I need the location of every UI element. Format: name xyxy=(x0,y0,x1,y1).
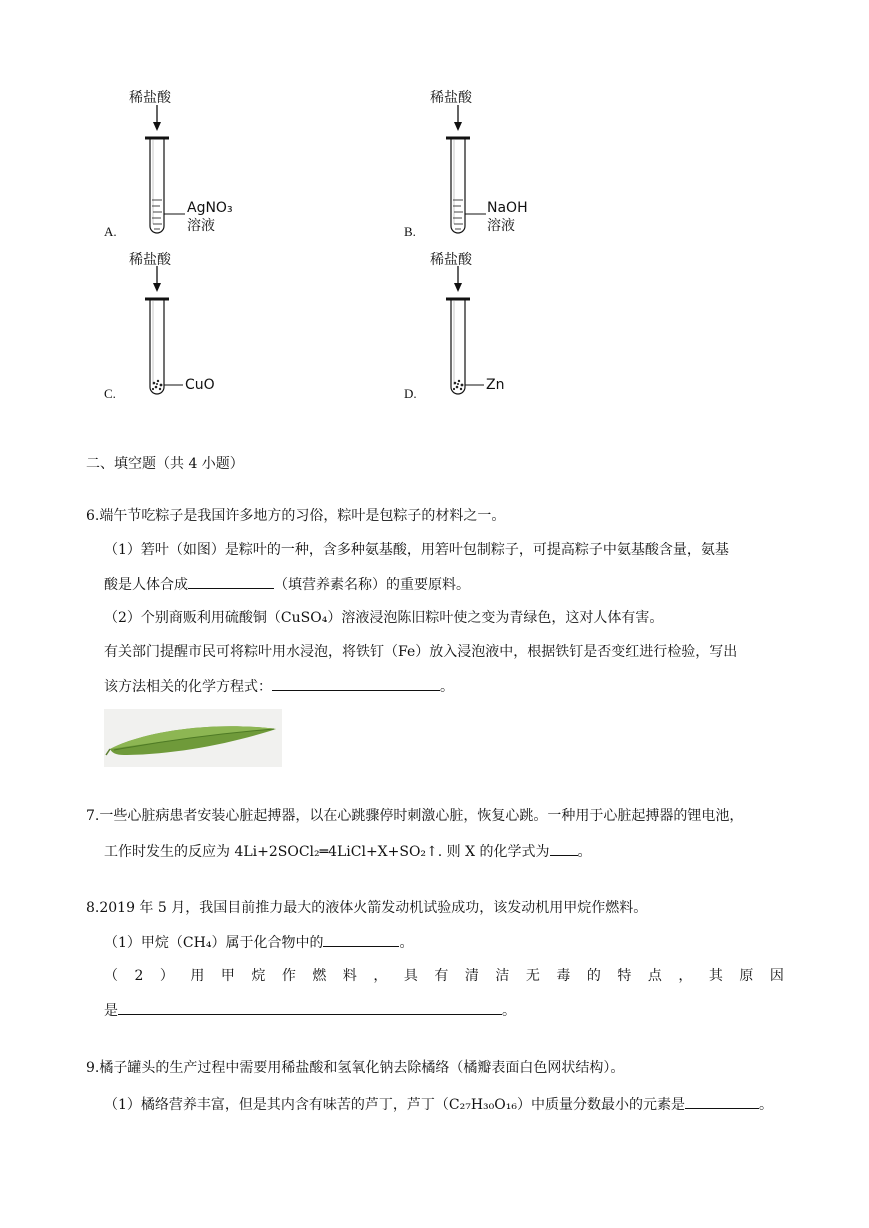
q8-word: （ xyxy=(104,968,118,984)
q9-blank-1[interactable] xyxy=(685,1094,759,1109)
tube-b xyxy=(446,105,486,233)
q6-part2-line2: 有关部门提醒市民可将粽叶用水浸泡，将铁钉（Fe）放入浸泡液中，根据铁钉是否变红进行检验，写出 xyxy=(104,644,738,660)
q9-part1-pre: （1）橘络营养丰富，但是其内含有味苦的芦丁，芦丁（C₂₇H₃₀O₁₆）中质量分数最小的元素是 xyxy=(104,1097,685,1113)
tube-a xyxy=(145,105,185,233)
q8-word: 原 xyxy=(739,968,754,984)
q6-blank-2[interactable] xyxy=(272,676,440,691)
q8-word: 烷 xyxy=(251,968,266,984)
option-a-side-reagent-2: 溶液 xyxy=(187,218,215,234)
q8-word: 因 xyxy=(769,968,784,984)
option-d-letter: D. xyxy=(404,386,417,401)
option-a-side-reagent: AgNO₃ xyxy=(187,200,233,216)
q8-word: 用 xyxy=(190,968,205,984)
q7-blank[interactable] xyxy=(550,841,578,856)
q8-stem: 8.2019 年 5 月，我国目前推力最大的液体火箭发动机试验成功，该发动机用甲烷作燃料。 xyxy=(86,900,648,916)
q8-word: 点 xyxy=(647,968,662,984)
q8-word: 特 xyxy=(617,968,632,984)
q8-word: 清 xyxy=(464,968,479,984)
q8-word: 的 xyxy=(586,968,601,984)
q9-part1 xyxy=(104,1094,773,1115)
option-c-side-reagent: CuO xyxy=(185,377,215,393)
q6-part2-line3 xyxy=(104,676,454,697)
q8-word: ， xyxy=(373,968,388,984)
q8-word: ） xyxy=(159,968,174,984)
q8-part2-post: 。 xyxy=(502,1003,516,1019)
q6-stem: 6.端午节吃粽子是我国许多地方的习俗，粽叶是包粽子的材料之一。 xyxy=(86,508,506,524)
option-d-side-reagent: Zn xyxy=(486,377,505,393)
q6-part2-line1: （2）个别商贩利用硫酸铜（CuSO₄）溶液浸泡陈旧粽叶使之变为青绿色，这对人体有害。 xyxy=(104,610,664,626)
q6-part1-pre: 酸是人体合成 xyxy=(104,577,188,593)
option-b-side-reagent: NaOH xyxy=(487,200,528,216)
q8-word: 无 xyxy=(525,968,540,984)
q8-word: 毒 xyxy=(556,968,571,984)
q8-blank-1[interactable] xyxy=(323,932,399,947)
option-a-top-reagent: 稀盐酸 xyxy=(129,90,171,106)
q6-part2-post: 。 xyxy=(440,679,454,695)
q8-word: 2 xyxy=(134,968,144,984)
q8-part1 xyxy=(104,932,413,953)
q8-blank-2[interactable] xyxy=(118,1000,502,1015)
q7-line2 xyxy=(104,841,592,862)
q9-stem: 9.橘子罐头的生产过程中需要用稀盐酸和氢氧化钠去除橘络（橘瓣表面白色网状结构）。 xyxy=(86,1060,625,1076)
q6-blank-1[interactable] xyxy=(188,574,274,589)
q8-word: ， xyxy=(678,968,693,984)
q8-word: 具 xyxy=(403,968,418,984)
option-b-side-reagent-2: 溶液 xyxy=(487,218,515,234)
q8-word: 燃 xyxy=(312,968,327,984)
option-b-top-reagent: 稀盐酸 xyxy=(430,90,472,106)
q7-line1: 7.一些心脏病患者安装心脏起搏器，以在心跳骤停时刺激心脏，恢复心跳。一种用于心脏起搏器的锂电池， xyxy=(86,808,744,824)
option-c-letter: C. xyxy=(104,386,116,401)
tube-c xyxy=(145,266,183,394)
section-heading: 二、填空题（共 4 小题） xyxy=(86,456,244,472)
tube-d xyxy=(446,266,484,394)
q8-part2-line1 xyxy=(104,966,784,986)
q8-part1-pre: （1）甲烷（CH₄）属于化合物中的 xyxy=(104,935,324,951)
test-tube-diagrams xyxy=(0,0,869,420)
q8-word: 有 xyxy=(434,968,449,984)
option-a-letter: A. xyxy=(104,224,117,239)
q6-part1-line2 xyxy=(104,574,470,595)
q7-equation: 工作时发生的反应为 4Li+2SOCl₂═4LiCl+X+SO₂↑. 则 X 的化学式为 xyxy=(104,844,550,860)
q8-word: 其 xyxy=(708,968,723,984)
q8-part2-line2 xyxy=(104,1000,516,1021)
option-d-top-reagent: 稀盐酸 xyxy=(430,252,472,268)
option-c-top-reagent: 稀盐酸 xyxy=(129,252,171,268)
bamboo-leaf-image xyxy=(104,709,282,767)
q8-word: 洁 xyxy=(495,968,510,984)
q8-word: 作 xyxy=(281,968,296,984)
q8-word: 料 xyxy=(342,968,357,984)
q6-part1-post: （填营养素名称）的重要原料。 xyxy=(274,577,470,593)
option-b-letter: B. xyxy=(404,224,416,239)
q6-part1-line1: （1）箬叶（如图）是粽叶的一种，含多种氨基酸，用箬叶包制粽子，可提高粽子中氨基酸含量，氨基 xyxy=(104,542,729,558)
q9-part1-post: 。 xyxy=(758,1097,773,1113)
q7-post: 。 xyxy=(577,844,592,860)
q6-part2-pre: 该方法相关的化学方程式： xyxy=(104,679,272,695)
q8-part2-pre: 是 xyxy=(104,1003,118,1019)
q8-part1-post: 。 xyxy=(399,935,414,951)
q8-word: 甲 xyxy=(220,968,235,984)
